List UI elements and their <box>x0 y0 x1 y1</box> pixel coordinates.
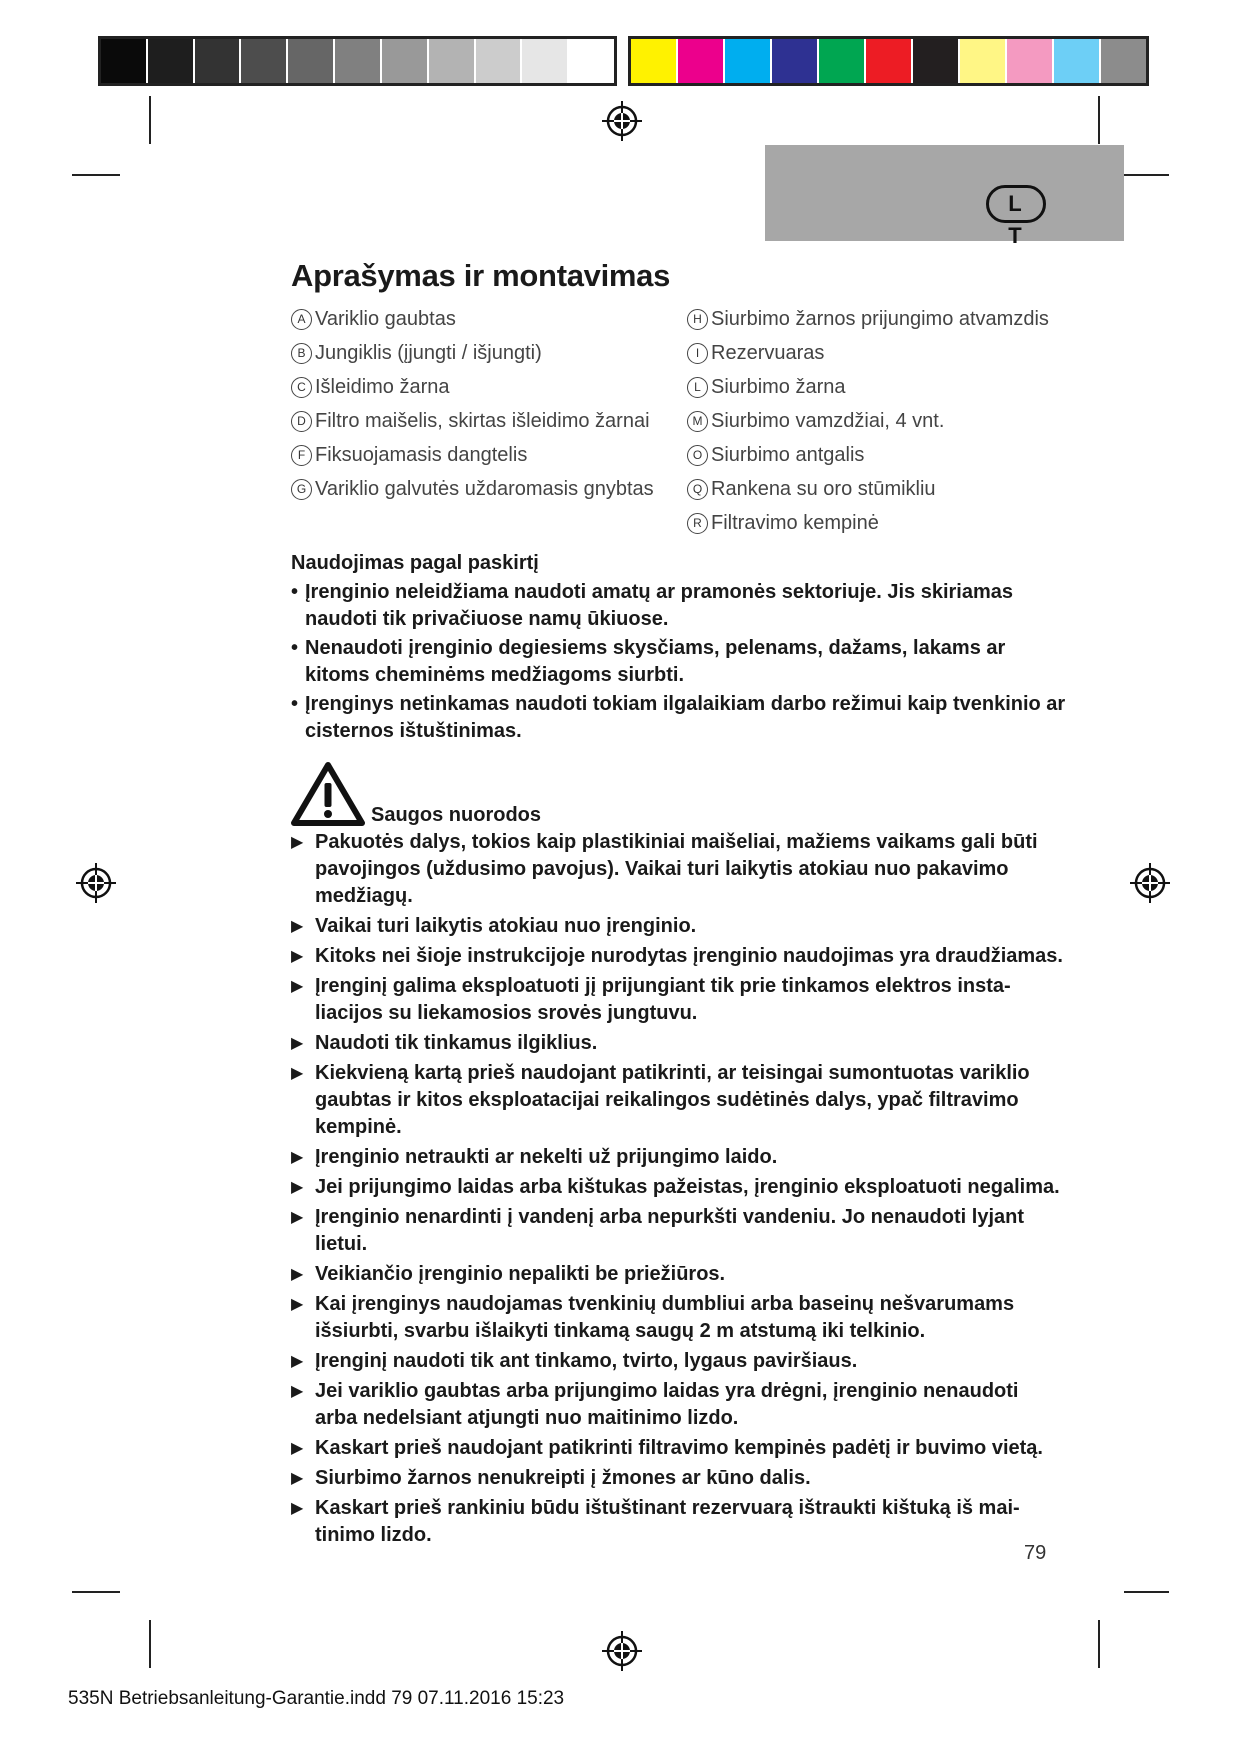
safety-item-text: Įrenginį naudoti tik ant tinkamo, tvirto, lygaus paviršiaus. <box>315 1350 858 1372</box>
part-label: Rankena su oro stūmikliu <box>711 478 936 500</box>
color-swatch <box>195 39 242 83</box>
safety-item-text: Naudoti tik tinkamus ilgiklius. <box>315 1032 598 1054</box>
part-letter: H <box>687 309 708 330</box>
safety-heading: Saugos nuorodos <box>371 804 541 826</box>
safety-item <box>291 1291 1066 1345</box>
safety-item-text: Kitoks nei šioje instrukcijoje nurodytas įrenginio naudojimas yra draudžiamas. <box>315 945 1063 967</box>
part-item <box>687 306 1066 333</box>
safety-item-text: Įrenginį galima eksploatuoti jį prijungiant tik prie tinkamos elektros insta-liacijos su liekamosios srovės jungtuvu. <box>315 975 1011 1024</box>
part-letter: O <box>687 445 708 466</box>
safety-item <box>291 1435 1066 1462</box>
grayscale-calibration-bar <box>98 36 617 86</box>
color-swatch <box>288 39 335 83</box>
safety-header <box>291 761 1066 827</box>
color-swatch <box>335 39 382 83</box>
color-swatch <box>476 39 523 83</box>
safety-item-text: Jei variklio gaubtas arba prijungimo laidas yra drėgni, įrenginio nenaudoti arba nedelsiant atjungti nuo maitinimo lizdo. <box>315 1380 1019 1429</box>
bullet-arrow-icon: ▶ <box>291 978 304 995</box>
registration-mark-icon <box>602 1631 642 1671</box>
safety-item-text: Kai įrenginys naudojamas tvenkinių dumbliui arba baseinų nešvarumams išsiurbti, svarbu išlaikyti tinkamą saugų 2 m atstumą iki telkinio. <box>315 1293 1015 1342</box>
bullet-arrow-icon: ▶ <box>291 1470 304 1487</box>
parts-column-left <box>291 306 687 544</box>
color-swatch <box>569 39 614 83</box>
parts-list <box>291 306 1066 544</box>
part-letter: R <box>687 513 708 534</box>
safety-item-text: Kaskart prieš naudojant patikrinti filtravimo kempinės padėtį ir buvimo vietą. <box>315 1437 1043 1459</box>
bullet-arrow-icon: ▶ <box>291 834 304 851</box>
part-item <box>291 408 687 435</box>
part-label: Išleidimo žarna <box>315 376 450 398</box>
color-swatch <box>1054 39 1101 83</box>
part-item <box>291 306 687 333</box>
part-letter: Q <box>687 479 708 500</box>
safety-item <box>291 1378 1066 1432</box>
safety-item <box>291 973 1066 1027</box>
crop-mark <box>1124 1591 1169 1593</box>
color-swatch <box>101 39 148 83</box>
part-label: Siurbimo antgalis <box>711 444 865 466</box>
safety-item-text: Kiekvieną kartą prieš naudojant patikrinti, ar teisingai sumontuotas variklio gaubtas ir kitos eksploatacijai reikalingos sudėtinės dalys, ypač filtravimo kempinė. <box>315 1062 1030 1138</box>
print-footer: 535N Betriebsanleitung-Garantie.indd 79 07.11.2016 15:23 <box>68 1688 565 1709</box>
bullet-arrow-icon: ▶ <box>291 1035 304 1052</box>
registration-mark-icon <box>602 101 642 141</box>
part-item <box>291 374 687 401</box>
color-calibration-bar <box>628 36 1149 86</box>
safety-item-text: Siurbimo žarnos nenukreipti į žmones ar kūno dalis. <box>315 1467 811 1489</box>
bullet-arrow-icon: ▶ <box>291 1296 304 1313</box>
color-swatch <box>429 39 476 83</box>
usage-item: • Įrenginys netinkamas naudoti tokiam ilgalaikiam darbo režimui kaip tvenkinio ar cisternos ištuštinimas. <box>291 691 1066 745</box>
bullet-arrow-icon: ▶ <box>291 1500 304 1517</box>
part-letter: L <box>687 377 708 398</box>
part-letter: G <box>291 479 312 500</box>
parts-column-right <box>687 306 1066 544</box>
safety-item <box>291 943 1066 970</box>
part-label: Siurbimo žarnos prijungimo atvamzdis <box>711 308 1049 330</box>
crop-mark <box>1124 174 1169 176</box>
safety-item <box>291 1144 1066 1171</box>
crop-mark <box>149 96 151 144</box>
page-title: Aprašymas ir montavimas <box>291 258 671 293</box>
color-swatch <box>819 39 866 83</box>
safety-item <box>291 1060 1066 1141</box>
part-label: Variklio gaubtas <box>315 308 456 330</box>
safety-item <box>291 913 1066 940</box>
safety-item <box>291 829 1066 910</box>
safety-item <box>291 1174 1066 1201</box>
safety-item-text: Veikiančio įrenginio nepalikti be priežiūros. <box>315 1263 726 1285</box>
safety-item-text: Vaikai turi laikytis atokiau nuo įrenginio. <box>315 915 697 937</box>
bullet-arrow-icon: ▶ <box>291 1353 304 1370</box>
language-tab <box>765 145 1124 248</box>
safety-item-text: Įrenginio nenardinti į vandenį arba nepurkšti vandeniu. Jo nenaudoti lyjant lietui. <box>315 1206 1024 1255</box>
safety-item-text: Įrenginio netraukti ar nekelti už prijungimo laido. <box>315 1146 778 1168</box>
bullet-arrow-icon: ▶ <box>291 1209 304 1226</box>
part-item <box>291 340 687 367</box>
safety-item <box>291 1204 1066 1258</box>
color-swatch <box>382 39 429 83</box>
language-badge: L T <box>986 185 1046 223</box>
part-letter: F <box>291 445 312 466</box>
safety-item <box>291 1261 1066 1288</box>
part-label: Variklio galvutės uždaromasis gnybtas <box>315 478 654 500</box>
part-item <box>687 510 1066 537</box>
safety-item <box>291 1465 1066 1492</box>
color-swatch <box>725 39 772 83</box>
safety-item <box>291 1495 1066 1549</box>
registration-mark-icon <box>1130 863 1170 903</box>
part-label: Filtravimo kempinė <box>711 512 879 534</box>
bullet-arrow-icon: ▶ <box>291 918 304 935</box>
crop-mark <box>149 1620 151 1668</box>
color-swatch <box>522 39 569 83</box>
part-item <box>687 374 1066 401</box>
part-letter: I <box>687 343 708 364</box>
part-item <box>687 476 1066 503</box>
part-item <box>687 408 1066 435</box>
color-swatch <box>678 39 725 83</box>
color-swatch <box>1007 39 1054 83</box>
safety-item <box>291 1030 1066 1057</box>
safety-item-text: Kaskart prieš rankiniu būdu ištuštinant rezervuarą ištraukti kištuką iš mai-tinimo lizdo. <box>315 1497 1020 1546</box>
part-item <box>687 442 1066 469</box>
safety-item-text: Pakuotės dalys, tokios kaip plastikiniai maišeliai, mažiems vaikams gali būti pavojingos (uždusimo pavojus). Vaikai turi laikytis atokiau nuo pakavimo medžiagų. <box>315 831 1038 907</box>
color-swatch <box>1101 39 1146 83</box>
safety-item <box>291 1348 1066 1375</box>
bullet-arrow-icon: ▶ <box>291 1179 304 1196</box>
usage-item: • Nenaudoti įrenginio degiesiems skysčiams, pelenams, dažams, lakams ar kitoms cheminėms medžiagoms siurbti. <box>291 635 1066 689</box>
color-swatch <box>913 39 960 83</box>
registration-mark-icon <box>76 863 116 903</box>
page-number: 79 <box>1024 1542 1047 1564</box>
part-item <box>291 442 687 469</box>
usage-item: • Įrenginio neleidžiama naudoti amatų ar pramonės sektoriuje. Jis skiriamas naudoti tik privačiuose namų ūkiuose. <box>291 579 1066 633</box>
part-item <box>687 340 1066 367</box>
bullet-arrow-icon: ▶ <box>291 1065 304 1082</box>
part-letter: C <box>291 377 312 398</box>
bullet-arrow-icon: ▶ <box>291 1383 304 1400</box>
bullet-arrow-icon: ▶ <box>291 1149 304 1166</box>
part-letter: A <box>291 309 312 330</box>
usage-heading: Naudojimas pagal paskirtį <box>291 552 539 574</box>
color-swatch <box>866 39 913 83</box>
bullet-arrow-icon: ▶ <box>291 948 304 965</box>
usage-list <box>291 579 1066 745</box>
part-letter: B <box>291 343 312 364</box>
color-swatch <box>772 39 819 83</box>
color-swatch <box>241 39 288 83</box>
part-label: Filtro maišelis, skirtas išleidimo žarnai <box>315 410 650 432</box>
bullet-arrow-icon: ▶ <box>291 1440 304 1457</box>
part-label: Fiksuojamasis dangtelis <box>315 444 528 466</box>
crop-mark <box>1098 96 1100 144</box>
crop-mark <box>72 174 120 176</box>
color-swatch <box>148 39 195 83</box>
crop-mark <box>1098 1620 1100 1668</box>
color-swatch <box>631 39 678 83</box>
part-label: Jungiklis (įjungti / išjungti) <box>315 342 542 364</box>
part-label: Siurbimo vamzdžiai, 4 vnt. <box>711 410 945 432</box>
safety-list <box>291 829 1066 1549</box>
bullet-arrow-icon: ▶ <box>291 1266 304 1283</box>
crop-mark <box>72 1591 120 1593</box>
part-letter: D <box>291 411 312 432</box>
color-swatch <box>960 39 1007 83</box>
part-label: Rezervuaras <box>711 342 825 364</box>
part-letter: M <box>687 411 708 432</box>
part-item <box>291 476 687 503</box>
part-label: Siurbimo žarna <box>711 376 846 398</box>
safety-item-text: Jei prijungimo laidas arba kištukas pažeistas, įrenginio eksploatuoti negalima. <box>315 1176 1060 1198</box>
warning-triangle-icon <box>291 761 365 827</box>
page-content <box>291 258 1066 1552</box>
